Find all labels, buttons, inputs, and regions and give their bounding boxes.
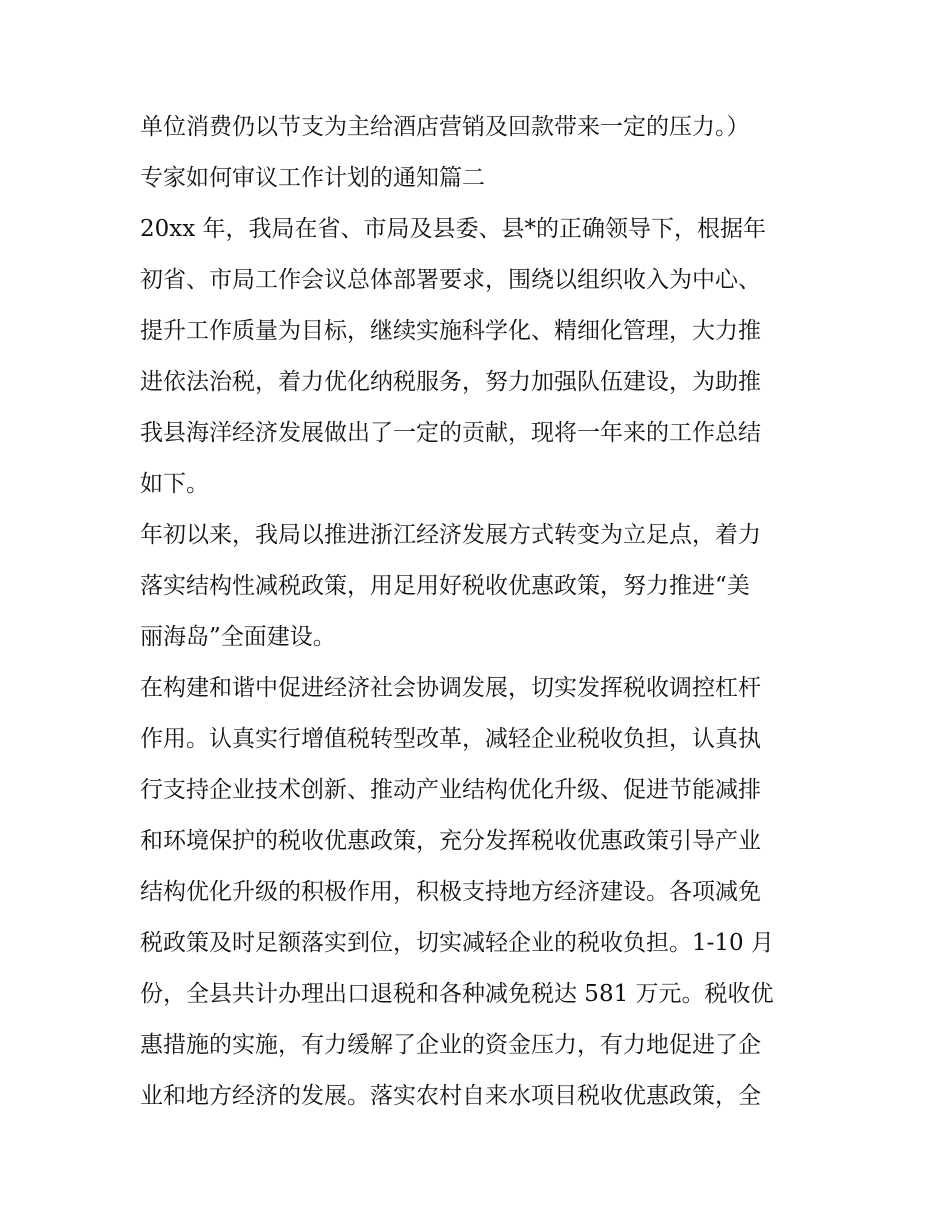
text-line: 丽海岛”全面建设。 [140,624,336,650]
text-line: 进依法治税，着力优化纳税服务，努力加强队伍建设，为助推 [140,369,761,395]
text-line: 结构优化升级的积极作用，积极支持地方经济建设。各项减免 [140,879,761,905]
text-line: 份，全县共计办理出口退税和各种减免税达 581 万元。税收优 [140,981,774,1007]
text-line: 提升工作质量为目标，继续实施科学化、精细化管理，大力推 [140,318,761,344]
text-line: 和环境保护的税收优惠政策，充分发挥税收优惠政策引导产业 [140,828,761,854]
text-line: 单位消费仍以节支为主给酒店营销及回款带来一定的压力。） [140,114,750,140]
document-body [140,102,815,1122]
section-heading: 专家如何审议工作计划的通知篇二 [140,165,485,191]
text-line: 业和地方经济的发展。落实农村自来水项目税收优惠政策，全 [140,1083,761,1109]
text-line: 惠措施的实施，有力缓解了企业的资金压力，有力地促进了企 [140,1032,761,1058]
text-line: 初省、市局工作会议总体部署要求，围绕以组织收入为中心、 [140,267,761,293]
text-line: 作用。认真实行增值税转型改革，减轻企业税收负担，认真执 [140,726,761,752]
text-line: 如下。 [140,471,209,497]
text-line: 落实结构性减税政策，用足用好税收优惠政策，努力推进“美 [140,573,750,599]
text-line: 在构建和谐中促进经济社会协调发展，切实发挥税收调控杠杆 [140,675,761,701]
text-line: 行支持企业技术创新、推动产业结构优化升级、促进节能减排 [140,777,761,803]
text-line: 20xx 年，我局在省、市局及县委、县*的正确领导下，根据年 [140,216,767,242]
text-line: 年初以来，我局以推进浙江经济发展方式转变为立足点，着力 [140,522,761,548]
text-line: 我县海洋经济发展做出了一定的贡献，现将一年来的工作总结 [140,420,761,446]
text-line: 税政策及时足额落实到位，切实减轻企业的税收负担。1-10 月 [140,930,774,956]
